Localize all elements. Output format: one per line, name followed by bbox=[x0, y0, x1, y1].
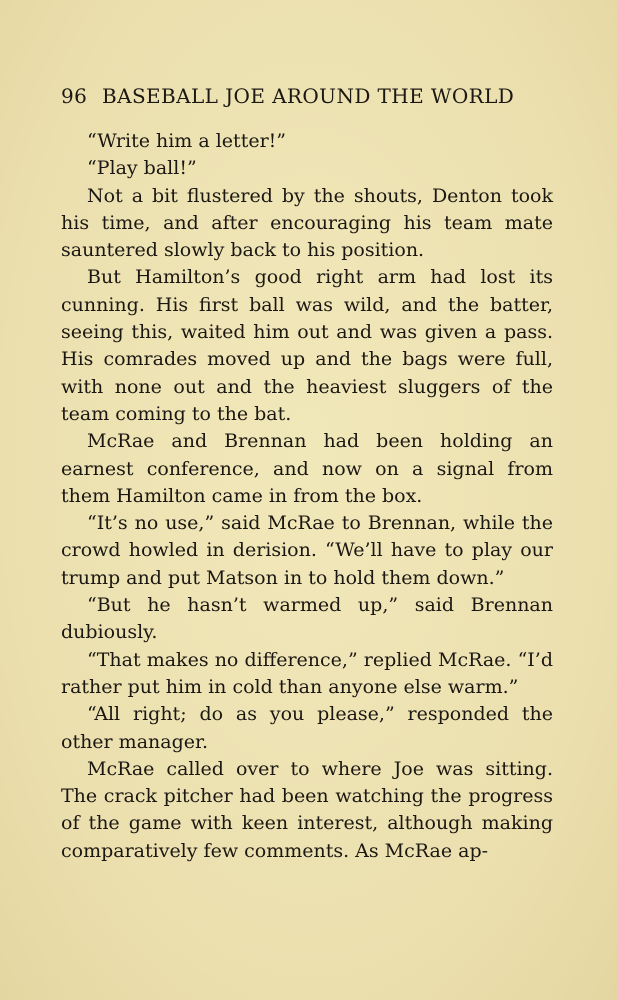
paragraph: McRae called over to where Joe was sitting. The crack pitcher had been watching the progress of the game with keen interest, although making comparatively few comments. As McRae ap- bbox=[61, 757, 553, 862]
running-header bbox=[61, 84, 561, 108]
paragraph: “All right; do as you please,” responded the other manager. bbox=[61, 703, 553, 753]
body-text bbox=[61, 128, 553, 865]
paragraph: McRae and Brennan had been holding an earnest conference, and now on a signal from them Hamilton came in from the box. bbox=[61, 430, 553, 507]
paragraph: “That makes no difference,” replied McRae. “I’d rather put him in cold than anyone else warm.” bbox=[61, 648, 553, 698]
page-number: 96 bbox=[61, 84, 88, 108]
paragraph: “Write him a letter!” bbox=[87, 130, 286, 152]
paragraph: Not a bit flustered by the shouts, Denton took his time, and after encouraging his team mate sauntered slowly back to his position. bbox=[61, 184, 553, 262]
paragraph: “Play ball!” bbox=[87, 157, 197, 180]
paragraph: “It’s no use,” said McRae to Brennan, while the crowd howled in derision. “We’ll have to play our trump and put Matson in to hold them down.” bbox=[61, 512, 553, 589]
paragraph: But Hamilton’s good right arm had lost its cunning. His first ball was wild, and the batter, seeing this, waited him out and was given a pass. His comrades moved up and the bags were full, with none out and the heaviest sluggers of the team coming to the bat. bbox=[61, 266, 553, 425]
paragraph: “But he hasn’t warmed up,” said Brennan dubiously. bbox=[61, 594, 553, 644]
running-title: BASEBALL JOE AROUND THE WORLD bbox=[102, 84, 515, 108]
